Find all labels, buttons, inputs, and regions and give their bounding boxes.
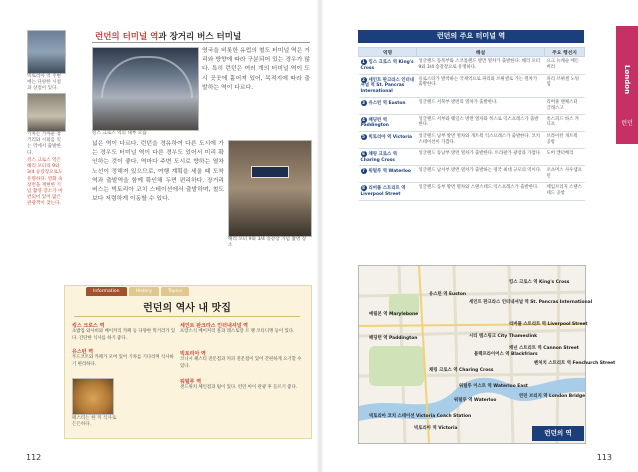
info-box-title: 런던의 역사 내 맛집 — [143, 303, 231, 314]
station-name: 유스턴 역 Euston — [368, 100, 406, 106]
photo-platform — [27, 93, 66, 132]
map-label: 워털루 이스트 역 Waterloo East — [459, 384, 528, 389]
desc-cell: 잉글랜드 동부 방면 열차와 스탠스테드 익스프레스가 출발한다. — [417, 182, 545, 200]
title-rule — [92, 42, 310, 43]
station-name: 킹스 크로스 역 King's Cross — [360, 60, 414, 71]
station-cell — [359, 166, 417, 183]
station-name: 워털루 역 Waterloo — [368, 169, 411, 175]
table-row — [359, 148, 585, 166]
station-name: 패딩턴 역 Paddington — [360, 117, 389, 129]
london-stations-map — [358, 265, 616, 444]
map-label: 블랙프라이어스 역 Blackfriars — [474, 352, 538, 357]
column-header: 해설 — [417, 48, 545, 57]
table-row — [359, 166, 585, 183]
station-name: 리버풀 스트리트 역 Liverpool Street — [360, 185, 406, 197]
station-cell — [359, 132, 417, 149]
page-number-right: 113 — [596, 453, 612, 462]
photo-kings-cross-interior — [92, 47, 199, 131]
desc-cell: 잉글랜드 서북부 방면의 열차가 출발한다. — [417, 97, 545, 114]
station-cell — [359, 74, 417, 97]
photo-caption-3: 킹스 크로스 역의 내부 모습 — [92, 131, 147, 136]
dest-cell: 리버풀 맨체스터 글래스고 — [545, 97, 585, 114]
info-box-rule — [74, 316, 300, 317]
map-label: 킹스 크로스 역 King's Cross — [509, 280, 570, 285]
desc-cell: 잉글랜드 서부와 웨일스 방면 열차와 히스로 익스프레스가 출발한다. — [417, 114, 545, 132]
entry-text: 코니시 패스티 전문점과 커피 전문점이 있어 간편하게 요기할 수 있다. — [180, 357, 302, 369]
tab-topics[interactable]: Topics — [161, 287, 189, 296]
station-name: 세인트 판크라스 인터내셔널 역 St. Pancras International — [360, 77, 414, 95]
thumb-index-label: London — [623, 65, 631, 95]
station-number: 2 — [362, 76, 365, 82]
entry-text: 프랑스식 베이커리 폴과 레스토랑 르 팽 코티디앵 등이 있다. — [180, 329, 295, 334]
desc-cell: 잉글랜드 남부 방면 열차와 개트윅 익스프레스가 출발한다. 코치 스테이션이 가깝다. — [417, 132, 545, 149]
book-gutter — [316, 0, 324, 472]
stations-table — [358, 47, 585, 201]
page-title — [95, 30, 241, 42]
dest-cell: 파리 브뤼셀 노팅엄 — [545, 74, 585, 97]
station-cell — [359, 57, 417, 75]
table-row — [359, 182, 585, 200]
photo-platform-9-3-4 — [228, 140, 312, 237]
page-title-prefix: 런던의 터미널 역 — [95, 32, 159, 42]
map-label: 패딩턴 역 Paddington — [369, 336, 418, 341]
station-number: 3 — [362, 99, 365, 105]
table-row — [359, 57, 585, 75]
photo-caption-1: 빅토리아 역 주변에는 다양한 시설과 상점이 있다. — [27, 74, 61, 92]
station-number: 5 — [362, 134, 365, 140]
tab-history[interactable]: History — [129, 287, 159, 296]
map-label: 펜처치 스트리트 역 Fenchurch Street — [534, 361, 616, 366]
map-label: 빅토리아 역 Victoria — [414, 426, 458, 431]
table-row — [359, 114, 585, 132]
page-number-left: 112 — [26, 453, 42, 462]
table-header-row — [359, 48, 585, 57]
dest-cell: 포츠머스 사우샘프턴 — [545, 166, 585, 183]
info-box-tabs — [86, 287, 189, 296]
station-cell — [359, 114, 417, 132]
map-label: 빅토리아 코치 스테이션 Victoria Coach Station — [369, 414, 472, 419]
entry-title: 빅토리아 역 — [180, 351, 206, 357]
entry-title: 워털루 역 — [180, 379, 202, 385]
map-label: 캐넌 스트리트 역 Cannon Street — [509, 346, 579, 351]
photo-station-exterior — [27, 30, 66, 74]
dest-cell: 케임브리지 스탠스테드 공항 — [545, 182, 585, 200]
entry-text: 푸드코트와 카페가 모여 있어 기차를 기다리며 식사하기 편리하다. — [72, 355, 174, 367]
photo-roof-arch — [101, 56, 193, 98]
map-label: 시티 템스링크 City Thameslink — [469, 334, 538, 339]
station-number: 7 — [362, 168, 365, 174]
entry-text: 샌드위치 체인점과 펍이 있다. 런던 아이 관광 후 들르기 좋다. — [180, 385, 298, 390]
page-title-suffix: 과 장거리 버스 터미널 — [158, 32, 242, 42]
tab-information[interactable]: Information — [86, 287, 127, 296]
photo-pasty — [72, 378, 114, 415]
station-name: 채링 크로스 역 Charing Cross — [360, 151, 398, 163]
map-label: 세인트 판크라스 인터내셔널 역 St. Pancras International — [469, 300, 593, 305]
entry-title: 킹스 크로스 역 — [72, 323, 105, 329]
station-number: 1 — [362, 59, 365, 64]
map-label: 유스턴 역 Euston — [429, 292, 467, 297]
sidebar-note: 킹스 크로스 역은 해리 포터의 9와 3/4 승강장으로도 유명하다. 영화 속 장면을 재현한 기념 촬영 장소가 마련되어 있어 많은 관광객이 찾는다. — [27, 158, 63, 207]
dest-cell: 브라이턴 개트윅 공항 — [545, 132, 585, 149]
station-number: 8 — [362, 184, 365, 190]
entry-text: 초밥집 와사비와 베이커리 카페 등 다양한 먹거리가 있다. 간단한 식사를 하기 좋다. — [72, 329, 176, 341]
entry-title: 세인트 판크라스 인터내셔널 역 — [180, 323, 249, 329]
station-number: 4 — [362, 116, 365, 122]
station-number: 6 — [362, 150, 365, 156]
body-text-col2: 넓은 역이 다르다. 런던을 경유하여 다른 도시에 가는 경우도 터미널 역이 다른 경우도 있어서 미리 확인하는 것이 좋다. 역마다 주변 도시로 향하는 열차 노선이 정해져 있으므로, 여행 계획을 세울 때 도착역과 출발역을 함께 확인해 두면 편리하다. 장거리 버스는 빅토리아 코치 스테이션에서 출발하며, 철도보다 저렴하게 이동할 수 있다. — [92, 141, 224, 203]
platform-sign — [251, 166, 289, 178]
station-cell — [359, 148, 417, 166]
dest-cell: 옥스퍼드 바스 카디프 — [545, 114, 585, 132]
photo-caption-2: 기차는 가까운 장거리와 시외를 잇는 역에서 출발한다. — [27, 132, 61, 156]
station-cell — [359, 182, 417, 200]
box-photo-caption: 패스티는 한 끼 식사로 든든하다. — [72, 416, 117, 428]
desc-cell: 유로스타가 발착하는 국제역으로 파리와 브뤼셀로 가는 열차가 출발한다. — [417, 74, 545, 97]
desc-cell: 잉글랜드 동남부 방면 열차가 출발한다. 트라팔가 광장과 가깝다. — [417, 148, 545, 166]
entry-title: 유스턴 역 — [72, 349, 94, 355]
table-row — [359, 132, 585, 149]
map-label: 워털루 역 Waterloo — [454, 398, 497, 403]
map-label: 런던 브리지 역 London Bridge — [519, 394, 586, 399]
map-label: 리버풀 스트리트 역 Liverpool Street — [509, 322, 588, 327]
column-header: 역명 — [359, 48, 417, 57]
table-row — [359, 74, 585, 97]
map-label: 메릴본 역 Marylebone — [369, 312, 419, 317]
dest-cell: 도버 캔터베리 — [545, 148, 585, 166]
station-cell — [359, 97, 417, 114]
photo-caption-4: 해리 포터 9와 3/4 승강장 기념 촬영 장소 — [228, 237, 307, 249]
thumb-index-sub: 런던 — [621, 120, 633, 127]
map-title: 런던의 역 — [532, 426, 584, 441]
dest-cell: 요크 뉴캐슬 에든버러 — [545, 57, 585, 75]
station-name: 빅토리아 역 Victoria — [368, 135, 412, 141]
desc-cell: 잉글랜드 동북부와 스코틀랜드 방면 열차가 출발한다. 해리 포터 9와 3/4 승강장으로 유명하다. — [417, 57, 545, 75]
map-label: 채링 크로스 역 Charing Cross — [429, 368, 494, 373]
table-title: 런던의 주요 터미널 역 — [358, 30, 584, 43]
column-header: 주요 행선지 — [545, 48, 585, 57]
body-text-col1: 영국을 비롯한 유럽의 철도 터미널 역은 거리와 방향에 따라 구분되어 있는 경우가 많다. 특히 런던은 여러 개의 터미널 역이 도시 곳곳에 흩어져 있어, 목적지에 따라 출발하는 역이 다르다. — [202, 48, 310, 91]
desc-cell: 잉글랜드 남서부 방면 열차가 출발하는 영국 최대 규모의 역이다. — [417, 166, 545, 183]
table-row — [359, 97, 585, 114]
